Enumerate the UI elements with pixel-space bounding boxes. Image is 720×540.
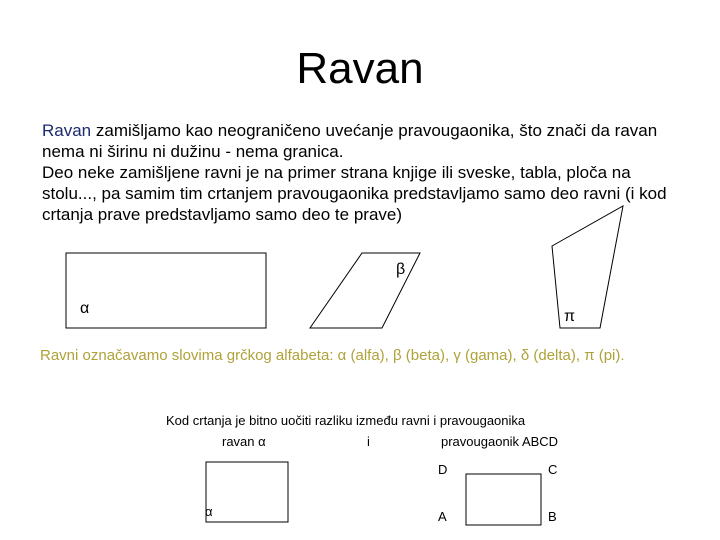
left-caption: ravan α [222, 434, 266, 449]
greek-letters-note: Ravni označavamo slovima grčkog alfabeta: α (alfa), β (beta), γ (gama), δ (delta), π (pi). [40, 347, 625, 364]
vertex-c-label: C [548, 462, 558, 477]
plane-alpha-label: α [80, 300, 90, 317]
rectangle-abcd [466, 474, 541, 525]
comparison-heading: Kod crtanja je bitno uočiti razliku između ravni i pravougaonika [166, 413, 526, 428]
vertex-b-label: B [548, 509, 557, 524]
connector-text: i [367, 434, 370, 449]
page-title: Ravan [296, 44, 424, 93]
vertex-d-label: D [438, 462, 448, 477]
plane-alpha-rect [66, 253, 266, 328]
plane-beta-label: β [396, 261, 406, 278]
small-alpha-label: α [205, 504, 213, 519]
plane-pi-label: π [564, 308, 576, 325]
intro-highlight: Ravan [42, 121, 92, 140]
intro-text-2: Deo neke zamišljene ravni je na primer strana knjige ili sveske, tabla, ploča na stolu..., pa samim tim crtanjem pravougaonika predstavljamo samo deo ravni (i kod crtanja prave predstavljamo samo deo te prave) [42, 163, 667, 224]
plane-alpha-small-rect [206, 462, 288, 522]
intro-text-1: zamišljamo kao neograničeno uvećanje pravougaonika, što znači da ravan nema ni širinu ni dužinu - nema granica. [42, 121, 658, 161]
plane-pi-parallelogram [552, 206, 623, 328]
vertex-a-label: A [438, 509, 447, 524]
right-caption: pravougaonik ABCD [441, 434, 559, 449]
